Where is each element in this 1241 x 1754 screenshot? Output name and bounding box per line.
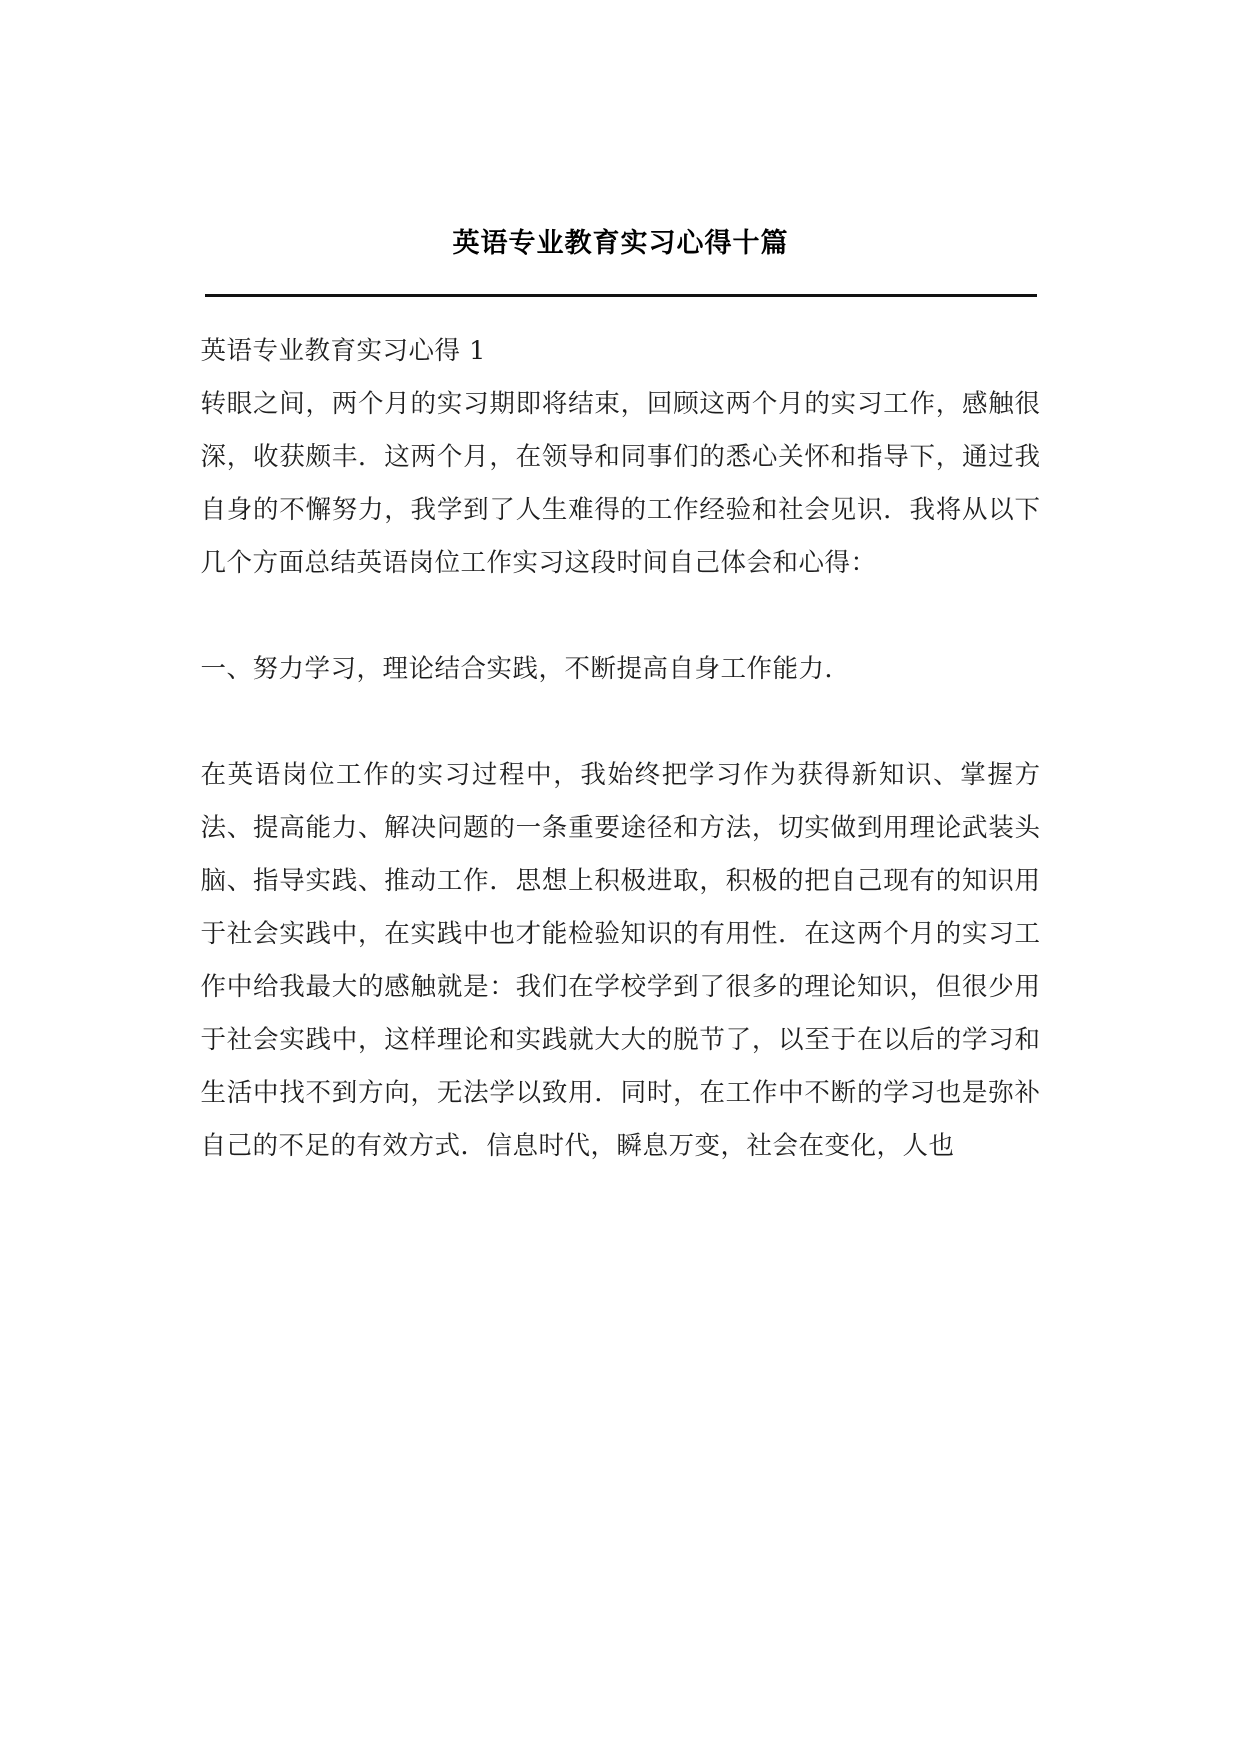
document-body: [201, 297, 1041, 1173]
paragraph-section-label: 英语专业教育实习心得 1: [200, 336, 486, 367]
page-title: 英语专业教育实习心得十篇: [452, 228, 789, 259]
paragraph-point-one-body: 在英语岗位工作的实习过程中，我始终把学习作为获得新知识、掌握方法、提高能力、解决问题的一条重要途径和方法，切实做到用理论武装头脑、指导实践、推动工作．思想上积极进取，积极的把自己现有的知识用于社会实践中，在实践中也才能检验知识的有用性．在这两个月的实习工作中给我最大的感触就是：我们在学校学到了很多的理论知识，但很少用于社会实践中，这样理论和实践就大大的脱节了，以至于在以后的学习和生活中找不到方向，无法学以致用．同时，在工作中不断的学习也是弥补自己的不足的有效方式．信息时代，瞬息万变，社会在变化，人也: [200, 760, 1041, 1162]
paragraph-point-one: 一、努力学习，理论结合实践，不断提高自身工作能力．: [200, 654, 851, 685]
paragraph-intro: 转眼之间，两个月的实习期即将结束，回顾这两个月的实习工作，感触很深，收获颇丰．这两个月，在领导和同事们的悉心关怀和指导下，通过我自身的不懈努力，我学到了人生难得的工作经验和社会见识．我将从以下几个方面总结英语岗位工作实习这段时间自己体会和心得：: [200, 389, 1041, 579]
